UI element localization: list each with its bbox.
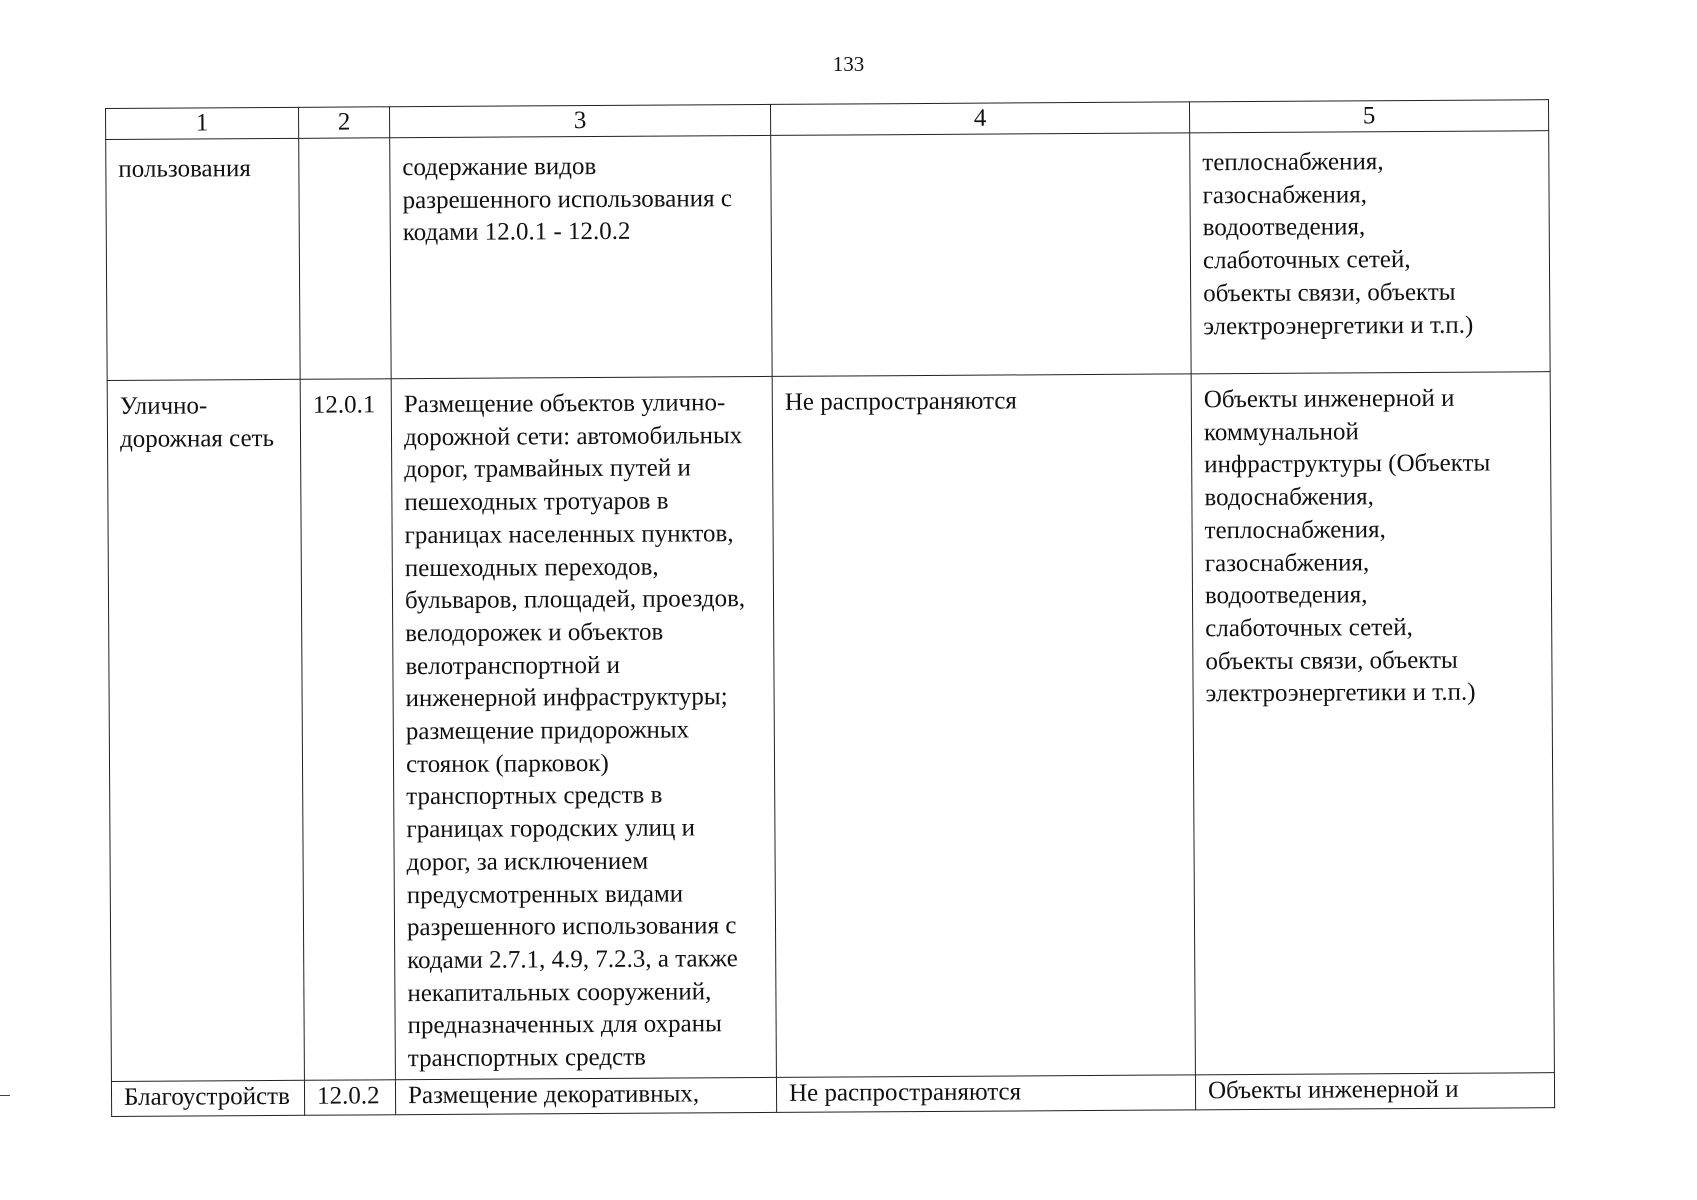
cell-use-name: Улично- дорожная сеть	[107, 379, 304, 1081]
cell-description: Размещение декоративных,	[395, 1077, 776, 1114]
cell-description: Размещение объектов улично- дорожной сети: автомобильных дорог, трамвайных путей и пешеходных тротуаров в границах населенных пунктов, пешеходных переходов, бульваров, площадей, проездов, велодорожек и объектов велотранспортной и инженерной инфраструктуры; размещение придорожных стоянок (парковок) транспортных средств в границах городских улиц и дорог, за исключением предусмотренных видами разрешенного использования с кодами 2.7.1, 4.9, 7.2.3, а также некапитальных сооружений, предназначенных для охраны транспортных средств	[391, 376, 776, 1079]
header-cell-5: 5	[1189, 100, 1548, 133]
cell-auxiliary-uses: Объекты инженерной и коммунальной инфраструктуры (Объекты водоснабжения, теплоснабжения, газоснабжения, водоотведения, слаботочных сетей, объекты связи, объекты электроэнергетики и т.п.)	[1191, 372, 1554, 1075]
cell-auxiliary-uses: теплоснабжения, газоснабжения, водоотведения, слаботочных сетей, объекты связи, объекты электроэнергетики и т.п.)	[1190, 131, 1550, 374]
cell-auxiliary-uses: Объекты инженерной и	[1195, 1073, 1554, 1110]
cell-code: 12.0.1	[300, 379, 395, 1081]
header-cell-2: 2	[298, 107, 389, 139]
cell-regulations: Не распространяются	[772, 374, 1195, 1078]
table-row	[106, 131, 1550, 381]
table-row	[107, 372, 1554, 1082]
cell-use-name: пользования	[106, 138, 300, 380]
header-cell-4: 4	[770, 102, 1189, 136]
scan-edge-mark	[0, 1095, 10, 1096]
cell-code	[299, 138, 391, 380]
header-cell-3: 3	[389, 104, 770, 137]
cell-regulations	[771, 133, 1191, 377]
header-cell-1: 1	[106, 107, 299, 139]
cell-use-name: Благоустройств	[111, 1080, 304, 1116]
cell-description: содержание видов разрешенного использования с кодами 12.0.1 - 12.0.2	[390, 135, 772, 378]
cell-code: 12.0.2	[304, 1080, 395, 1116]
zoning-table	[105, 99, 1555, 1117]
page-number: 133	[832, 52, 865, 76]
cell-regulations: Не распространяются	[776, 1075, 1195, 1113]
table-row	[111, 1073, 1554, 1117]
